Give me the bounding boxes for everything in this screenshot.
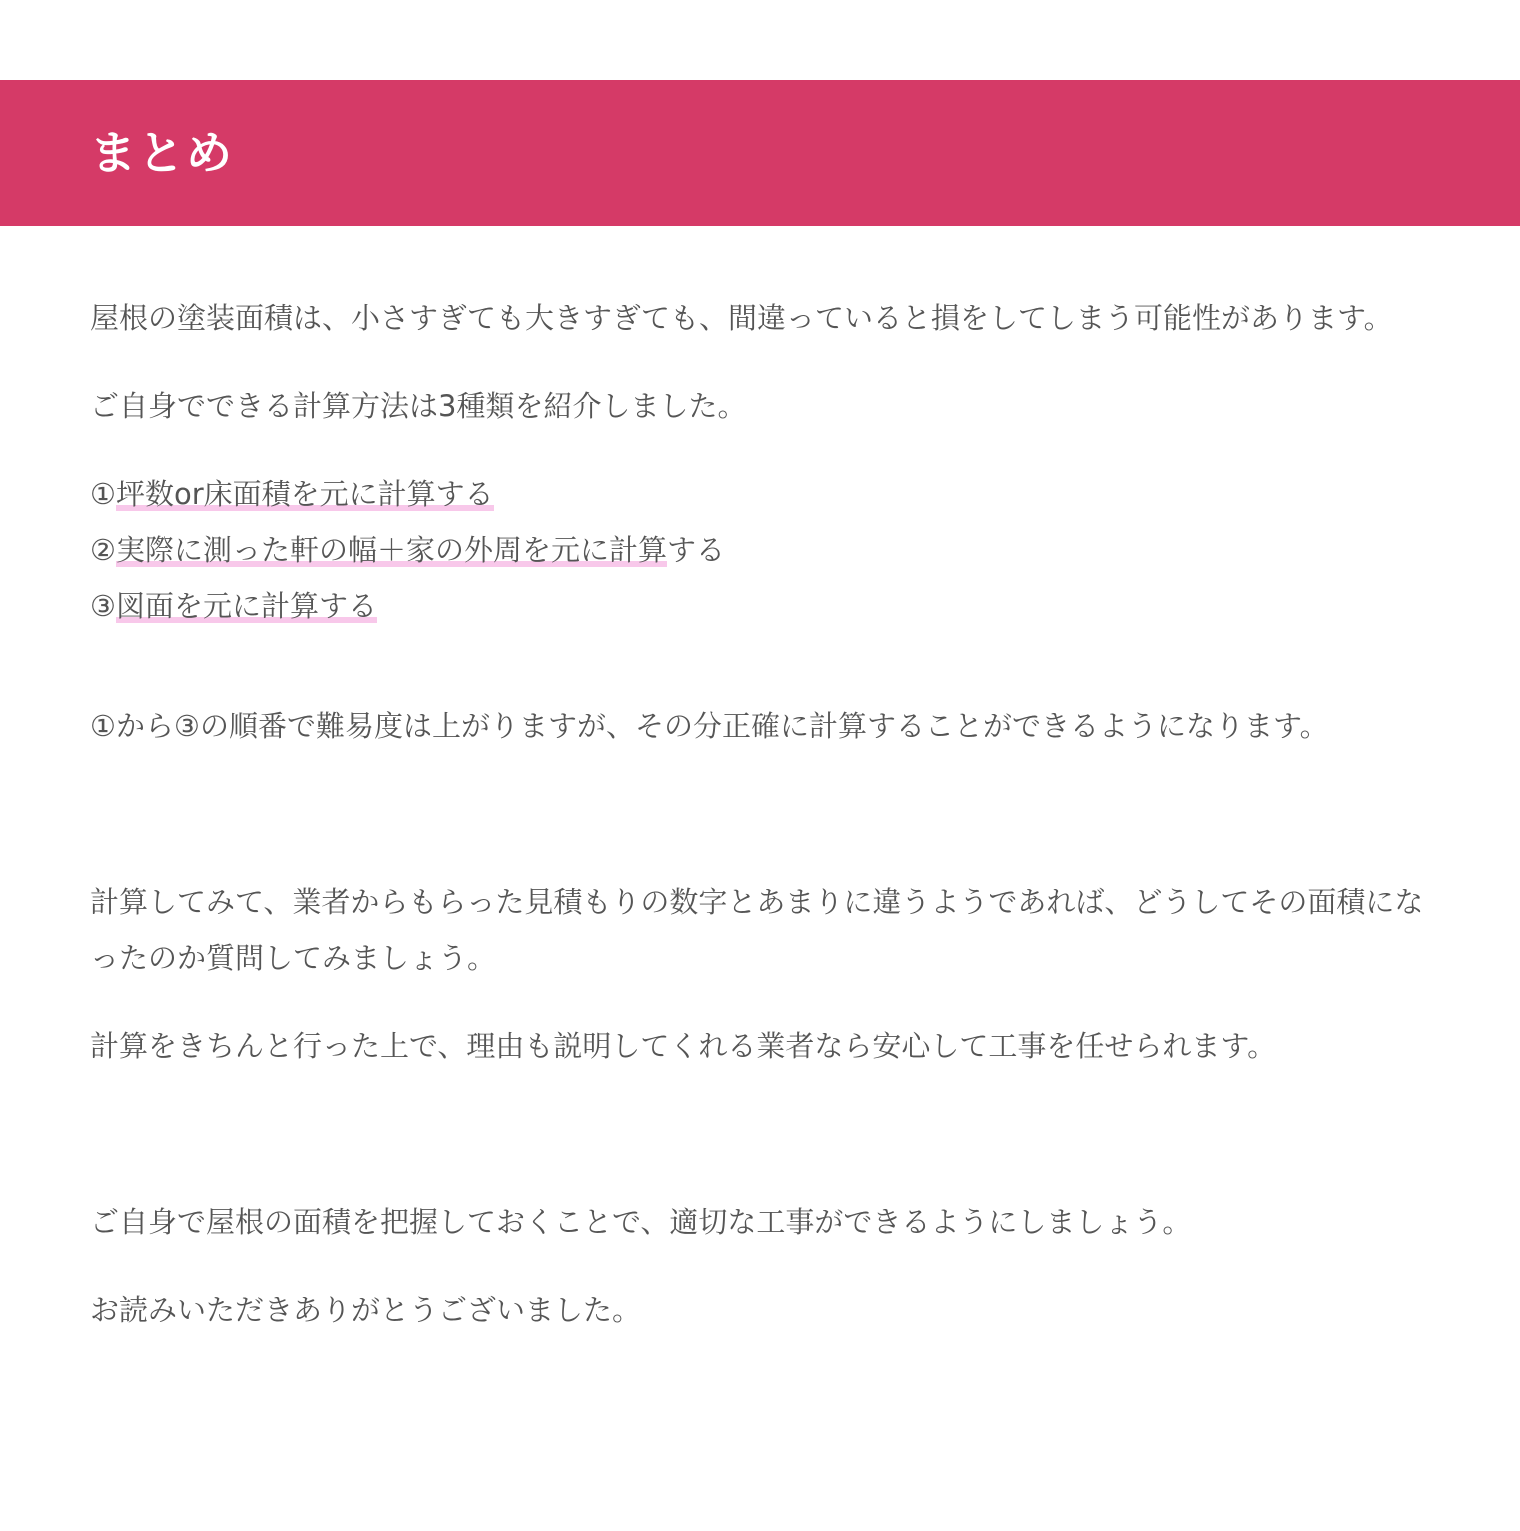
list-item [90,578,1435,634]
highlighted-text: 坪数or床面積を元に計算する [116,477,494,511]
paragraph-intro: 屋根の塗装面積は、小さすぎても大きすぎても、間違っていると損をしてしまう可能性があります。 [90,301,1393,335]
section-title: まとめ [90,126,234,180]
list-item-number: ③ [90,589,116,623]
list-item [90,466,1435,522]
list-item [90,522,1435,578]
methods-list [90,466,1435,634]
highlighted-text: 実際に測った軒の幅＋家の外周を元に計算 [116,533,668,567]
paragraph-thanks: お読みいただきありがとうございました。 [90,1293,642,1327]
list-item-number: ② [90,533,116,567]
article-body [90,290,1435,1338]
highlighted-text: 図面を元に計算する [116,589,378,623]
list-item-number: ① [90,477,116,511]
list-item-suffix: する [667,533,726,567]
section-heading-bar [0,80,1520,226]
paragraph-difficulty: ①から③の順番で難易度は上がりますが、その分正確に計算することができるようになります。 [90,709,1329,743]
paragraph-methods-intro: ご自身でできる計算方法は3種類を紹介しました。 [90,389,747,423]
paragraph-closing-advice: ご自身で屋根の面積を把握しておくことで、適切な工事ができるようにしましょう。 [90,1205,1192,1239]
paragraph-trusted-contractor: 計算をきちんと行った上で、理由も説明してくれる業者なら安心して工事を任せられます。 [90,1029,1277,1063]
paragraph-compare-estimate: 計算してみて、業者からもらった見積もりの数字とあまりに違うようであれば、どうしてその面積になったのか質問してみましょう。 [90,885,1424,975]
